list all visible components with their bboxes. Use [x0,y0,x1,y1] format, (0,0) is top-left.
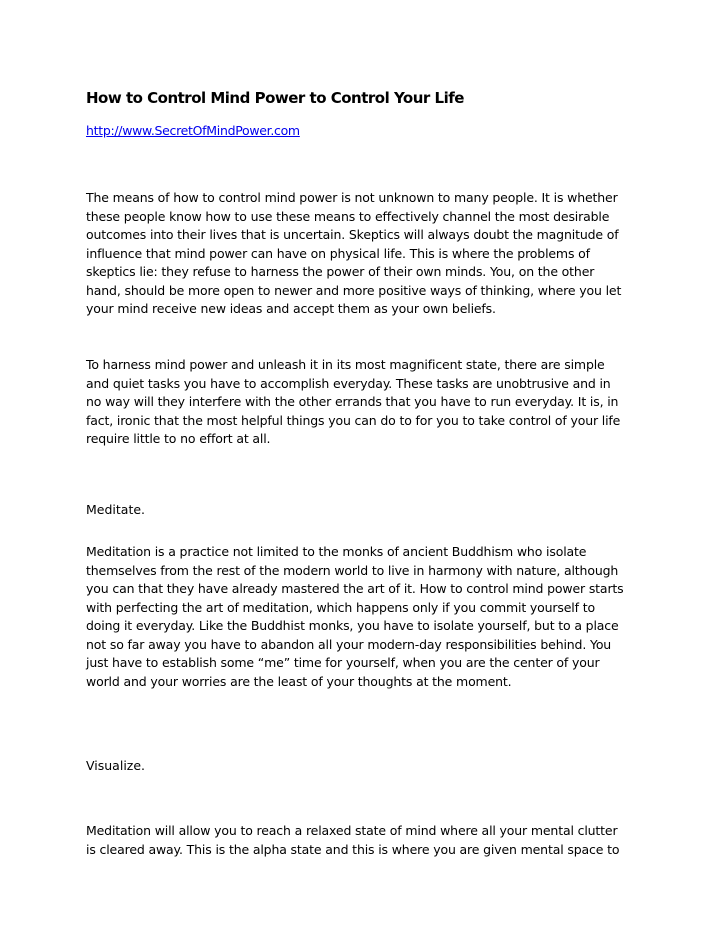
paragraph-line: require little to no effort at all. [86,431,271,446]
paragraph-line: fact, ironic that the most helpful things you can do to for you to take control of your life [86,412,621,428]
paragraph-line: The means of how to control mind power is not unknown to many people. It is whether [86,190,618,205]
paragraph-visualize [86,822,619,859]
paragraph-line: influence that mind power can have on physical life. This is where the problems of [86,245,590,261]
paragraph-line: your mind receive new ideas and accept them as your own beliefs. [86,301,496,316]
document-page [86,88,646,857]
paragraph-intro [86,189,621,319]
website-link[interactable]: http://www.SecretOfMindPower.com [86,123,300,138]
paragraph-line: doing it everyday. Like the Buddhist monks, you have to isolate yourself, but to a place [86,618,619,633]
paragraph-meditation [86,543,624,691]
paragraph-line: themselves from the rest of the modern world to live in harmony with nature, although [86,562,619,578]
paragraph-harness [86,356,620,449]
paragraph-line: Meditation will allow you to reach a relaxed state of mind where all your mental clutter [86,823,618,838]
paragraph-line: with perfecting the art of meditation, which happens only if you commit yourself to [86,599,595,615]
section-heading-visualize: Visualize. [86,758,146,773]
paragraph-line: outcomes into their lives that is uncertain. Skeptics will always doubt the magnitude of [86,227,619,242]
paragraph-line: world and your worries are the least of your thoughts at the moment. [86,673,512,689]
paragraph-line: not so far away you have to abandon all your modern-day responsibilities behind. You [86,636,612,652]
section-heading-meditate: Meditate. [86,502,146,517]
paragraph-line: just have to establish some “me” time for yourself, when you are the center of your [86,655,600,670]
paragraph-line: is cleared away. This is the alpha state and this is where you are given mental space to [86,841,620,857]
document-title: How to Control Mind Power to Control Your Life [86,89,464,107]
paragraph-line: Meditation is a practice not limited to the monks of ancient Buddhism who isolate [86,544,587,559]
paragraph-line: these people know how to use these means to effectively channel the most desirable [86,208,610,224]
paragraph-line: no way will they interfere with the other errands that you have to run everyday. It is, in [86,394,619,409]
paragraph-line: and quiet tasks you have to accomplish everyday. These tasks are unobtrusive and in [86,375,611,391]
paragraph-line: To harness mind power and unleash it in its most magnificent state, there are simple [86,357,605,372]
paragraph-line: skeptics lie: they refuse to harness the power of their own minds. You, on the other [86,264,595,279]
paragraph-line: hand, should be more open to newer and more positive ways of thinking, where you let [86,282,622,298]
paragraph-line: you can that they have already mastered the art of it. How to control mind power starts [86,581,624,596]
